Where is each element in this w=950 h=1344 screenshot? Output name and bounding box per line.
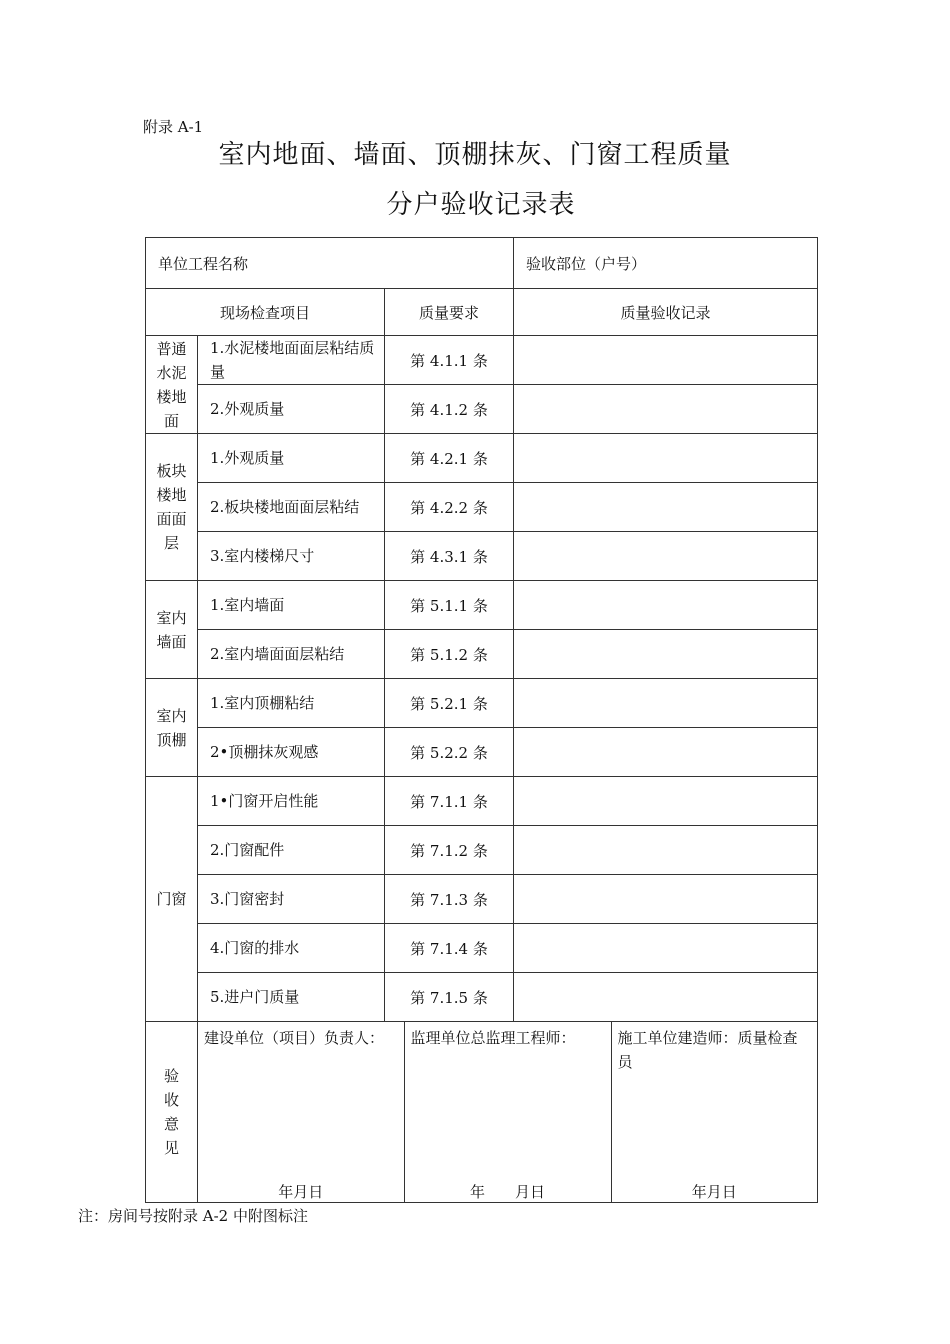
table-row	[146, 679, 818, 728]
owner-signature-cell[interactable]	[198, 1022, 404, 1202]
table-row	[146, 532, 818, 581]
check-item: 2.门窗配件	[198, 826, 385, 875]
group-label: 门窗	[146, 777, 198, 1022]
check-item: 1.水泥楼地面面层粘结质量	[198, 336, 385, 385]
contractor-signature-label: 施工单位建造师：质量检查员	[617, 1029, 798, 1071]
check-item: 3.室内楼梯尺寸	[198, 532, 385, 581]
record-cell[interactable]	[514, 581, 818, 630]
record-cell[interactable]	[514, 532, 818, 581]
header-row-project	[146, 238, 818, 289]
requirement-clause: 第 5.2.2 条	[385, 728, 514, 777]
appendix-label: 附录 A-1	[143, 118, 204, 136]
record-cell[interactable]	[514, 777, 818, 826]
inspection-form-table	[145, 237, 818, 1203]
requirement-clause: 第 4.2.2 条	[385, 483, 514, 532]
table-row	[146, 434, 818, 483]
requirement-clause: 第 4.1.2 条	[385, 385, 514, 434]
check-item: 5.进户门质量	[198, 973, 385, 1022]
project-name-label: 单位工程名称	[146, 238, 514, 289]
table-row	[146, 483, 818, 532]
requirement-clause: 第 7.1.2 条	[385, 826, 514, 875]
table-row	[146, 973, 818, 1022]
contractor-signature-date: 年月日	[691, 1183, 737, 1201]
record-cell[interactable]	[514, 679, 818, 728]
record-cell[interactable]	[514, 630, 818, 679]
group-label: 板块楼地面面层	[146, 434, 198, 581]
record-cell[interactable]	[514, 336, 818, 385]
group-label: 室内墙面	[146, 581, 198, 679]
table-row	[146, 777, 818, 826]
page-title-line1: 室内地面、墙面、顶棚抹灰、门窗工程质量	[218, 140, 732, 170]
supervisor-signature-label: 监理单位总监理工程师：	[410, 1029, 576, 1047]
record-cell[interactable]	[514, 826, 818, 875]
record-cell[interactable]	[514, 973, 818, 1022]
record-cell[interactable]	[514, 385, 818, 434]
page-title-line2: 分户验收记录表	[386, 190, 576, 220]
check-item: 2.板块楼地面面层粘结	[198, 483, 385, 532]
table-row	[146, 728, 818, 777]
requirement-clause: 第 4.1.1 条	[385, 336, 514, 385]
record-cell[interactable]	[514, 434, 818, 483]
footer-note: 注：房间号按附录 A-2 中附图标注	[78, 1207, 308, 1225]
check-item: 2.室内墙面面层粘结	[198, 630, 385, 679]
group-label: 室内顶棚	[146, 679, 198, 777]
check-item: 4.门窗的排水	[198, 924, 385, 973]
col-record: 质量验收记录	[514, 289, 818, 336]
owner-signature-date: 年月日	[278, 1183, 324, 1201]
check-item: 1.室内顶棚粘结	[198, 679, 385, 728]
col-requirement: 质量要求	[385, 289, 514, 336]
col-check-item: 现场检查项目	[146, 289, 385, 336]
requirement-clause: 第 7.1.3 条	[385, 875, 514, 924]
record-cell[interactable]	[514, 483, 818, 532]
requirement-clause: 第 7.1.4 条	[385, 924, 514, 973]
check-item: 1.外观质量	[198, 434, 385, 483]
table-row	[146, 581, 818, 630]
requirement-clause: 第 7.1.5 条	[385, 973, 514, 1022]
opinion-label: 验收意见	[146, 1022, 198, 1203]
requirement-clause: 第 7.1.1 条	[385, 777, 514, 826]
table-row	[146, 924, 818, 973]
signature-table	[198, 1022, 817, 1202]
requirement-clause: 第 5.1.1 条	[385, 581, 514, 630]
table-row	[146, 385, 818, 434]
requirement-clause: 第 4.3.1 条	[385, 532, 514, 581]
signature-row	[146, 1022, 818, 1203]
table-row	[146, 336, 818, 385]
check-item: 2•顶棚抹灰观感	[198, 728, 385, 777]
requirement-clause: 第 5.2.1 条	[385, 679, 514, 728]
check-item: 1•门窗开启性能	[198, 777, 385, 826]
header-row-columns	[146, 289, 818, 336]
contractor-signature-cell[interactable]	[611, 1022, 817, 1202]
table-row	[146, 826, 818, 875]
owner-signature-label: 建设单位（项目）负责人：	[204, 1029, 385, 1047]
check-item: 1.室内墙面	[198, 581, 385, 630]
supervisor-signature-date: 年 月日	[469, 1183, 545, 1201]
requirement-clause: 第 4.2.1 条	[385, 434, 514, 483]
supervisor-signature-cell[interactable]	[404, 1022, 611, 1202]
check-item: 3.门窗密封	[198, 875, 385, 924]
record-cell[interactable]	[514, 728, 818, 777]
location-label: 验收部位（户号）	[514, 238, 818, 289]
group-label: 普通水泥楼地面	[146, 336, 198, 434]
table-row	[146, 875, 818, 924]
record-cell[interactable]	[514, 924, 818, 973]
check-item: 2.外观质量	[198, 385, 385, 434]
record-cell[interactable]	[514, 875, 818, 924]
table-row	[146, 630, 818, 679]
requirement-clause: 第 5.1.2 条	[385, 630, 514, 679]
